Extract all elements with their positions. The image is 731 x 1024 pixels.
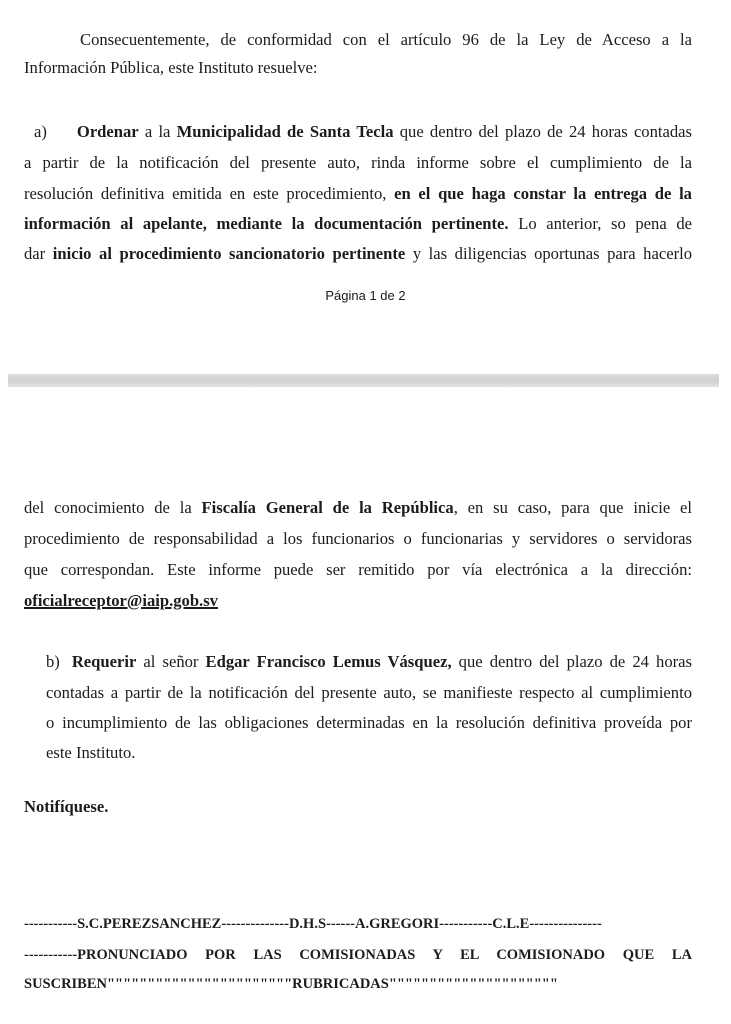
item-b-person: Edgar Francisco Lemus Vásquez, [205,652,452,671]
paragraph-intro-line-1: Consecuentemente, de conformidad con el artículo 96 de la Ley de Acceso a la [80,30,692,49]
item-a-line-5: dar inicio al procedimiento sancionatorio pertinente y las diligencias oportunas para hacerlo [24,244,693,263]
item-b-line-2: contadas a partir de la notificación del presente auto, se manifieste respecto al cumplimiento [46,683,692,702]
item-b-line-3: o incumplimiento de las obligaciones determinadas en la resolución definitiva proveída por [46,713,692,732]
item-b-verb: Requerir [71,652,137,671]
notify-heading: Notifíquese. [24,797,109,816]
signatures-line-1: -----------S.C.PEREZSANCHEZ--------------D.H.S------A.GREGORI-----------C.L.E--------------- [24,916,602,932]
paragraph-intro-line-2: Información Pública, este Instituto resuelve: [24,58,318,77]
item-a-entity: Municipalidad de Santa Tecla [176,122,394,141]
item-b-marker: b) [46,652,60,671]
item-b-line-1: b) Requerir al señor Edgar Francisco Lemus Vásquez, que dentro del plazo de 24 horas [46,652,692,671]
email-address[interactable]: oficialreceptor@iaip.gob.sv [24,591,218,610]
item-b-line-4: este Instituto. [46,743,136,762]
item-a-line-4: información al apelante, mediante la documentación pertinente. Lo anterior, so pena de [24,214,692,233]
item-a-line-2: a partir de la notificación del presente auto, rinda informe sobre el cumplimiento de la [24,153,692,172]
item-a-line-3: resolución definitiva emitida en este procedimiento, en el que haga constar la entrega de la [24,184,692,203]
item-a-marker: a) [34,122,47,141]
page-break-divider [8,374,719,387]
paragraph-continued-line-2: procedimiento de responsabilidad a los funcionarios o funcionarias y servidores o servidoras [24,529,692,548]
item-a-line-1: a) Ordenar a la Municipalidad de Santa Tecla que dentro del plazo de 24 horas contadas [34,122,693,141]
page-number: Página 1 de 2 [325,288,406,303]
item-a-verb: Ordenar [76,122,139,141]
signatures-line-3: SUSCRIBEN"""""""""""""""""""""""RUBRICADAS""""""""""""""""""""" [24,976,558,992]
paragraph-continued-line-1: del conocimiento de la Fiscalía General de la República, en su caso, para que inicie el [24,498,692,517]
signatures-line-2: -----------PRONUNCIADO POR LAS COMISIONADAS Y EL COMISIONADO QUE LA [24,947,692,963]
paragraph-continued-line-3: que correspondan. Este informe puede ser remitido por vía electrónica a la dirección: [24,560,692,579]
